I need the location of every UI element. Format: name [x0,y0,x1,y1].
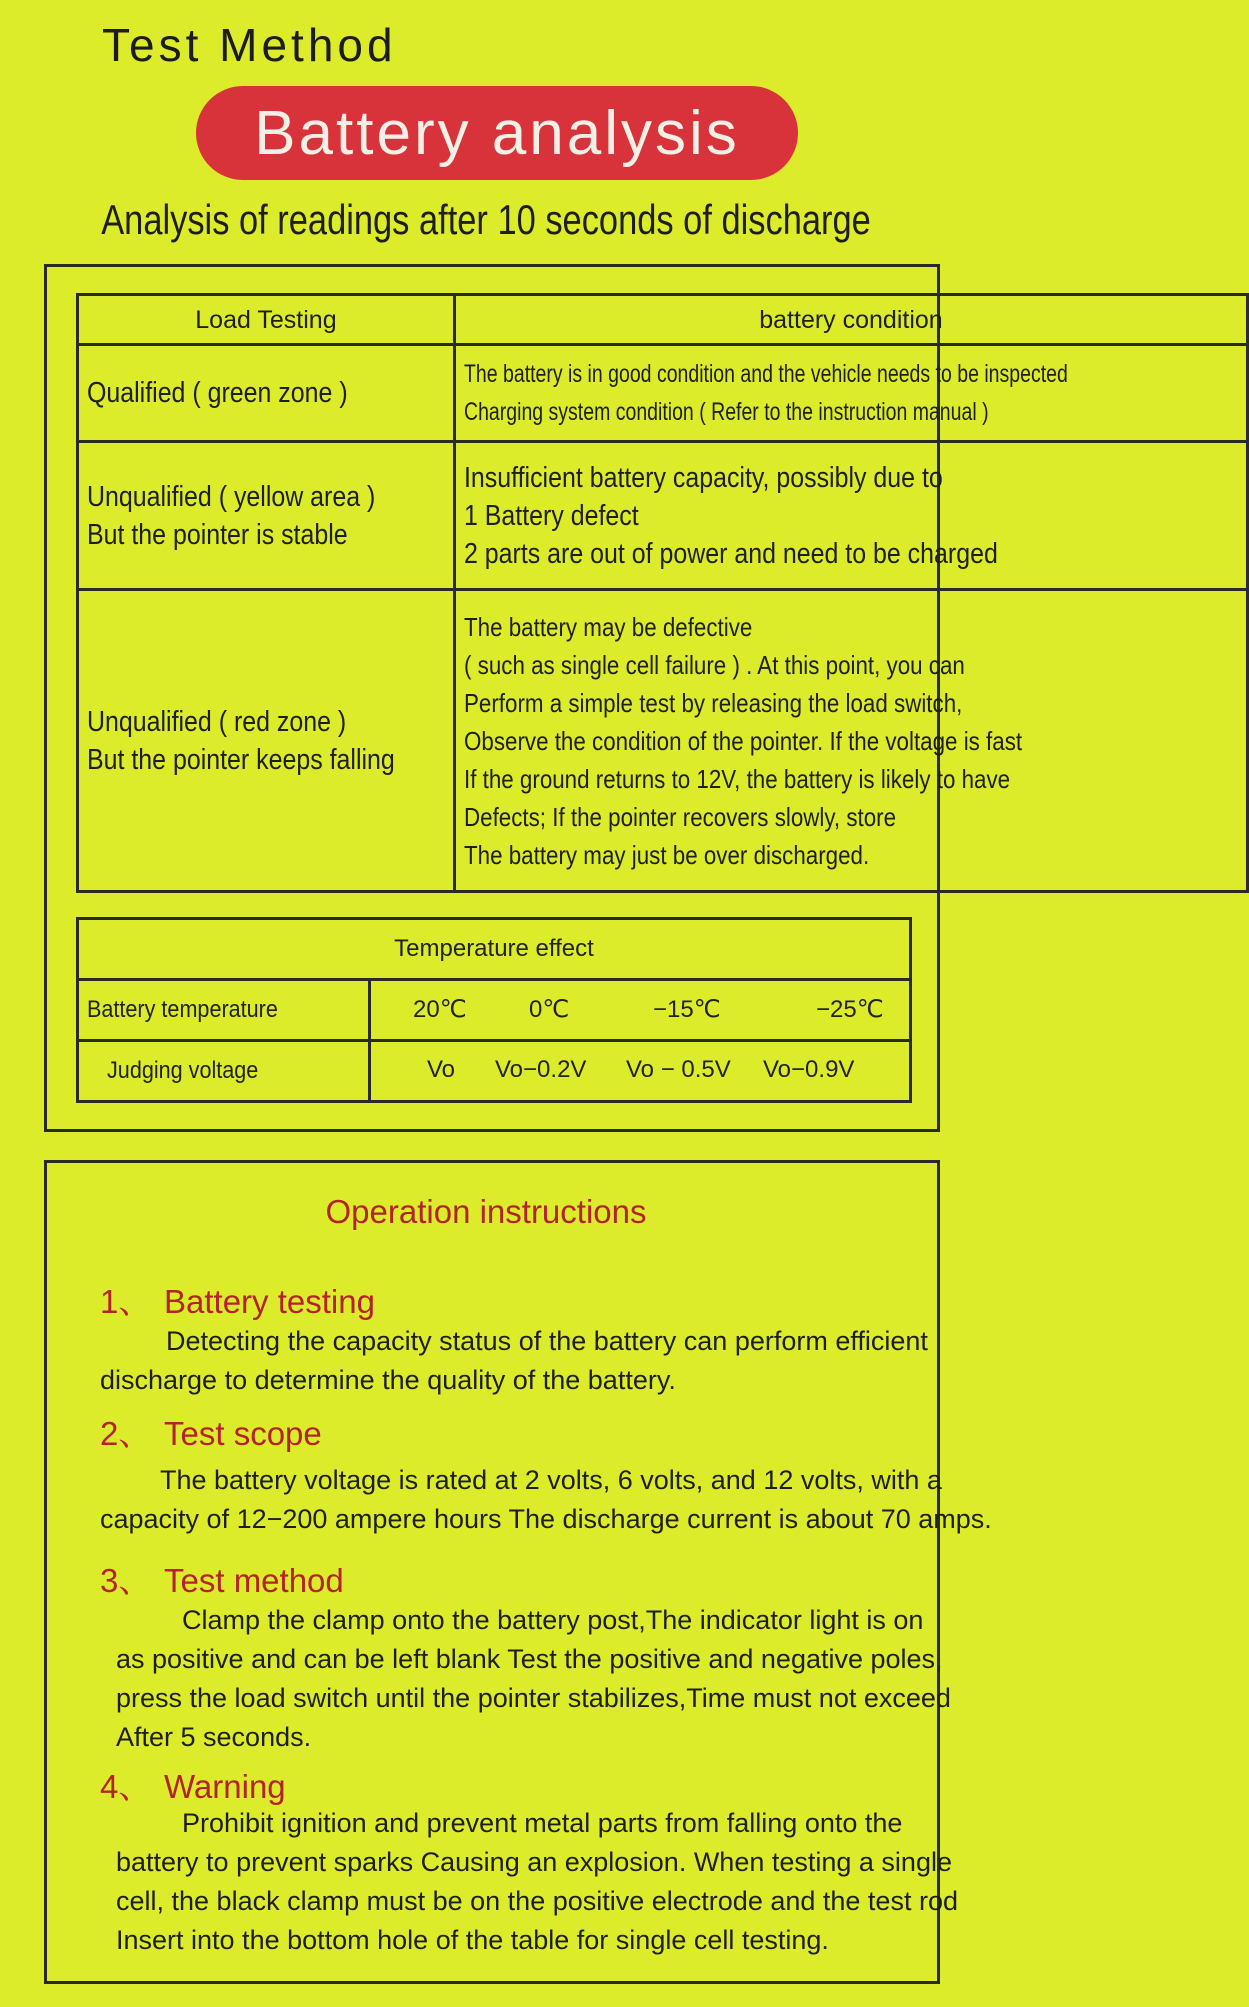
temp-values [370,980,911,1041]
body-line: as positive and can be left blank Test the positive and negative poles, [116,1644,943,1674]
voltage-label [78,1041,370,1102]
condition-text: If the ground returns to 12V, the battery is likely to have [463,763,1010,794]
banner-label: Battery analysis [254,98,740,168]
load-cell [78,590,455,892]
body-line: Prohibit ignition and prevent metal parts from falling onto the [182,1808,903,1838]
load-text: Unqualified ( yellow area ) [87,480,376,513]
section-heading [100,1408,322,1455]
section-heading [100,1555,344,1602]
body-line: battery to prevent sparks Causing an explosion. When testing a single [116,1847,952,1877]
section-heading [100,1276,375,1323]
temp-value: −15℃ [653,996,721,1023]
temp-row [78,980,911,1041]
load-text: Unqualified ( red zone ) [87,705,347,738]
section-number: 2、 [100,1415,152,1452]
section-body [100,1322,928,1400]
condition-table [76,293,1249,893]
col-header-load: Load Testing [78,295,455,345]
load-cell [78,345,455,442]
load-text: Qualified ( green zone ) [87,377,348,409]
table-row [78,442,1248,590]
condition-text: Charging system condition ( Refer to the instruction manual ) [463,398,989,426]
body-line: Insert into the bottom hole of the table for single cell testing. [116,1925,829,1955]
condition-text: The battery may be defective [463,611,753,642]
instructions-title: Operation instructions [325,1193,647,1230]
temp-label [78,980,370,1041]
col-header-condition: battery condition [454,295,1247,345]
table-row [78,590,1248,892]
condition-text: Defects; If the pointer recovers slowly, store [463,801,896,832]
temp-title: Temperature effect [78,919,911,980]
voltage-label-text: Judging voltage [107,1057,259,1084]
section-title: Warning [164,1768,286,1805]
condition-text: The battery may just be over discharged. [463,839,870,870]
voltage-value: Vo − 0.5V [626,1056,731,1083]
section-body [116,1804,958,1960]
temperature-table [76,917,912,1103]
page-title: Test Method [102,19,397,71]
section-number: 4、 [100,1768,152,1805]
section-title: Test scope [164,1415,322,1452]
table-header-row [78,295,1248,345]
table-row [78,345,1248,442]
body-line: capacity of 12−200 ampere hours The discharge current is about 70 amps. [100,1504,992,1534]
load-text: But the pointer is stable [87,518,348,551]
temp-value: 20℃ [413,996,467,1023]
section-number: 3、 [100,1562,152,1599]
voltage-value: Vo−0.9V [763,1056,855,1083]
voltage-values [370,1041,911,1102]
section-body [116,1601,951,1757]
condition-cell [454,442,1247,590]
condition-cell [454,590,1247,892]
condition-text: Perform a simple test by releasing the load switch, [463,687,963,718]
voltage-row [78,1041,911,1102]
body-line: press the load switch until the pointer stabilizes,Time must not exceed [116,1683,951,1713]
temp-title-row [78,919,911,980]
section-title: Battery testing [164,1283,375,1320]
banner [196,86,798,180]
temp-value: 0℃ [529,996,570,1023]
body-line: cell, the black clamp must be on the positive electrode and the test rod [116,1886,958,1916]
section-body [100,1461,992,1539]
voltage-value: Vo−0.2V [495,1056,587,1083]
voltage-value: Vo [427,1056,456,1083]
temp-value: −25℃ [816,996,884,1023]
condition-text: ( such as single cell failure ) . At this point, you can [463,649,965,680]
condition-cell [454,345,1247,442]
body-line: The battery voltage is rated at 2 volts, 6 volts, and 12 volts, with a [160,1465,942,1495]
condition-text: 1 Battery defect [463,499,639,532]
condition-text: Insufficient battery capacity, possibly due to [463,461,943,494]
body-line: Clamp the clamp onto the battery post,The indicator light is on [182,1605,924,1635]
body-line: discharge to determine the quality of the battery. [100,1365,676,1395]
load-cell [78,442,455,590]
subtitle: Analysis of readings after 10 seconds of discharge [101,196,871,243]
body-line: After 5 seconds. [116,1722,312,1752]
section-title: Test method [164,1562,344,1599]
condition-text: Observe the condition of the pointer. If the voltage is fast [463,725,1023,756]
temp-label-text: Battery temperature [87,996,278,1023]
section-heading [100,1761,286,1808]
condition-text: 2 parts are out of power and need to be charged [463,537,998,570]
body-line: Detecting the capacity status of the battery can perform efficient [166,1326,928,1356]
section-number: 1、 [100,1283,152,1320]
load-text: But the pointer keeps falling [87,743,395,776]
condition-text: The battery is in good condition and the vehicle needs to be inspected [463,360,1068,388]
